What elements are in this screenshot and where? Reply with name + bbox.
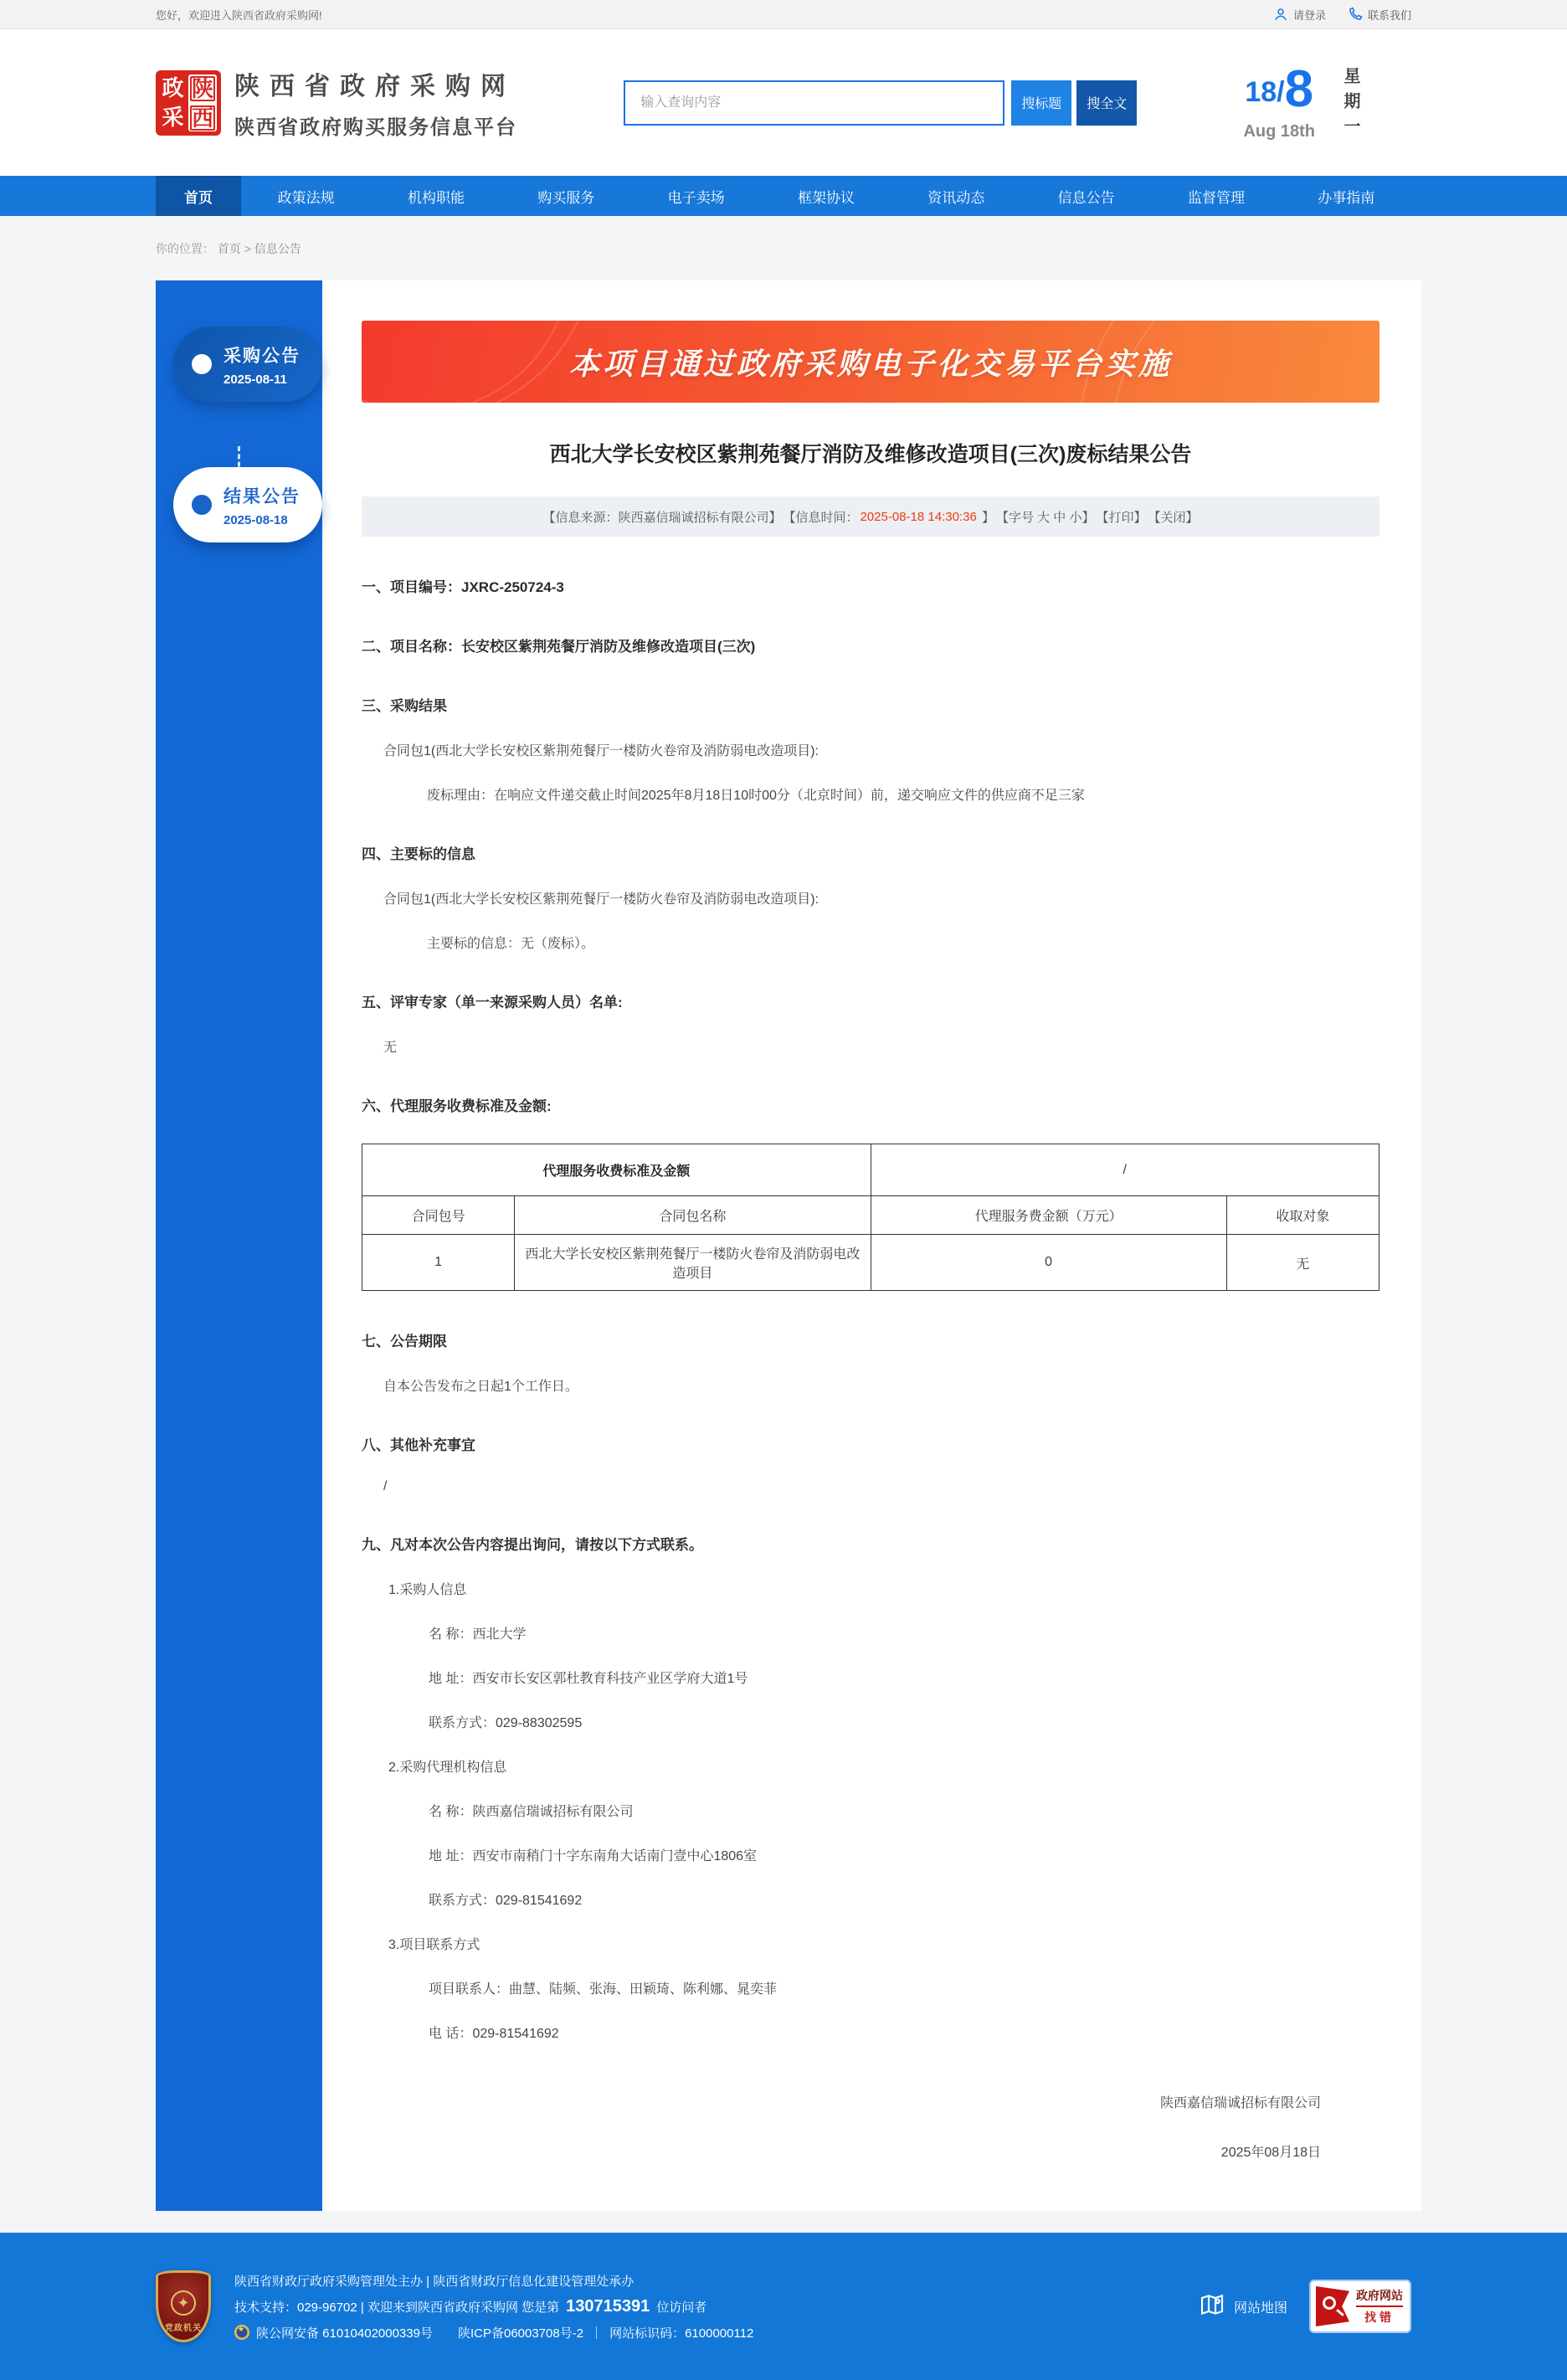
search-bar: [624, 80, 1137, 126]
party-government-shield-icon: [156, 2270, 211, 2342]
site-identification-code: 网站标识码：6100000112: [609, 2326, 754, 2341]
footer-support-text: 技术支持：029-96702 | 欢迎来到陕西省政府采购网 您是第: [234, 2300, 560, 2315]
timeline-item-result-notice[interactable]: [173, 467, 322, 542]
meta-time: 2025-08-18 14:30:36: [860, 509, 977, 524]
error-badge-subtitle: 找错: [1364, 2311, 1395, 2324]
nav-item-policies[interactable]: 政策法规: [277, 189, 335, 206]
shield-label: 党政机关: [165, 2324, 202, 2333]
error-report-flag-icon: [1316, 2286, 1349, 2326]
timeline-item-title: 采购公告: [223, 346, 301, 366]
date-widget: [1243, 59, 1411, 142]
site-footer: [0, 2233, 1567, 2380]
section-1-heading: 一、项目编号：JXRC-250724-3: [362, 579, 564, 595]
section-5-heading: 五、评审专家（单一来源采购人员）名单:: [362, 995, 623, 1010]
footer-visitor-suffix: 位访问者: [656, 2300, 707, 2315]
fee-table-cell: 1: [362, 1235, 515, 1291]
map-icon: [1199, 2291, 1225, 2322]
section-4-paragraph: 合同包1(西北大学长安校区紫荆苑餐厅一楼防火卷帘及消防弱电改造项目):: [383, 892, 819, 907]
project-contacts: 项目联系人：曲慧、陆频、张海、田颖琦、陈利娜、晁奕菲: [429, 1982, 778, 1997]
shield-emblem-icon: ✦: [171, 2290, 196, 2316]
purchaser-name: 名 称：西北大学: [429, 1627, 527, 1642]
logo-char: 陕: [191, 75, 213, 101]
beian-separator: ｜: [590, 2326, 604, 2341]
print-button[interactable]: 【打印】: [1096, 510, 1147, 525]
timeline-dot: [192, 495, 212, 515]
date-month: 8: [1284, 59, 1314, 118]
agency-fee-table: [362, 1144, 1379, 1291]
fee-table-col-header: 代理服务费金额（万元）: [871, 1196, 1226, 1235]
site-brand[interactable]: [156, 65, 517, 140]
signature-company: 陕西嘉信瑞诚招标有限公司: [1159, 2096, 1321, 2110]
section-4-paragraph: 主要标的信息：无（废标）。: [427, 937, 595, 951]
fee-table-merged-value: /: [871, 1144, 1379, 1196]
font-size-controls[interactable]: 【字号 大 中 小】: [995, 510, 1095, 525]
sitemap-link[interactable]: [1199, 2291, 1287, 2322]
welcome-text: 您好，欢迎进入陕西省政府采购网!: [156, 8, 322, 22]
fee-table-col-header: 合同包名称: [515, 1196, 871, 1235]
agency-phone: 联系方式：029-81541692: [429, 1894, 583, 1908]
nav-item-news[interactable]: 资讯动态: [927, 189, 985, 206]
section-3-paragraph: 废标理由：在响应文件递交截止时间2025年8月18日10时00分（北京时间）前，递交响应文件的供应商不足三家: [427, 789, 1085, 803]
banner-text: 本项目通过政府采购电子化交易平台实施: [568, 346, 1172, 381]
search-input[interactable]: [624, 80, 1004, 126]
logo-char: 西: [191, 105, 213, 131]
fee-table-cell: 西北大学长安校区紫荆苑餐厅一楼防火卷帘及消防弱电改造项目: [515, 1235, 871, 1291]
signature-block: [362, 2092, 1379, 2161]
footer-sponsor-text: 陕西省财政厅政府采购管理处主办 | 陕西省财政厅信息化建设管理处承办: [234, 2274, 635, 2289]
contact-label: 联系我们: [1367, 8, 1411, 22]
main-navigation: [0, 176, 1567, 216]
site-subtitle: 陕西省政府购买服务信息平台: [234, 116, 517, 139]
timeline-item-date: 2025-08-18: [223, 512, 288, 527]
project-contact-title: 3.项目联系方式: [388, 1938, 480, 1952]
timeline-item-procurement-notice[interactable]: [173, 326, 322, 402]
meta-time-close: 】: [978, 510, 994, 525]
purchaser-phone: 联系方式：029-88302595: [429, 1716, 583, 1730]
section-5-paragraph: 无: [383, 1041, 398, 1055]
meta-source: 【信息来源：陕西嘉信瑞诚招标有限公司】: [542, 510, 782, 525]
announcement-timeline-sidebar: [156, 280, 322, 2211]
agency-info-title: 2.采购代理机构信息: [388, 1761, 507, 1775]
agency-address: 地 址：西安市南稍门十字东南角大话南门壹中心1806室: [429, 1849, 758, 1863]
fee-table-row: [362, 1235, 1379, 1291]
fee-table-col-header: 合同包号: [362, 1196, 515, 1235]
nav-item-functions[interactable]: 机构职能: [407, 189, 465, 206]
search-title-button[interactable]: 搜标题: [1011, 80, 1071, 126]
fee-table-col-header: 收取对象: [1226, 1196, 1379, 1235]
logo-char: 政: [162, 75, 184, 100]
signature-date: 2025年08月18日: [1220, 2146, 1321, 2160]
article-title: 西北大学长安校区紫荆苑餐厅消防及维修改造项目(三次)废标结果公告: [549, 443, 1192, 466]
breadcrumb-separator: >: [244, 241, 251, 255]
site-title: 陕西省政府采购网: [234, 73, 516, 100]
top-utility-bar: [0, 0, 1567, 29]
article-meta-bar: [362, 496, 1379, 537]
nav-item-service-guide[interactable]: 办事指南: [1318, 189, 1375, 206]
section-6-heading: 六、代理服务收费标准及金额:: [362, 1098, 552, 1114]
article-content: [322, 280, 1421, 2211]
section-3-paragraph: 合同包1(西北大学长安校区紫荆苑餐厅一楼防火卷帘及消防弱电改造项目):: [383, 744, 819, 758]
user-icon: [1273, 7, 1288, 22]
gov-site-error-report-badge[interactable]: [1309, 2280, 1411, 2333]
footer-sponsor-line: [234, 2272, 1175, 2290]
section-2-heading: 二、项目名称：长安校区紫荆苑餐厅消防及维修改造项目(三次): [362, 639, 756, 655]
error-badge-title: 政府网站: [1356, 2287, 1403, 2307]
nav-item-purchase-services[interactable]: 购买服务: [537, 189, 595, 206]
nav-item-framework-agreement[interactable]: 框架协议: [797, 189, 855, 206]
breadcrumb-prefix: 你的位置：: [156, 241, 214, 255]
search-fulltext-button[interactable]: 搜全文: [1076, 80, 1137, 126]
timeline-item-title: 结果公告: [223, 486, 301, 506]
phone-icon: [1348, 7, 1363, 22]
section-7-paragraph: 自本公告发布之日起1个工作日。: [383, 1380, 578, 1394]
sitemap-label: 网站地图: [1233, 2300, 1287, 2316]
visitor-count: 130715391: [566, 2296, 650, 2316]
icp-beian-link[interactable]: 陕ICP备06003708号-2: [457, 2326, 584, 2341]
breadcrumb: [156, 240, 1411, 257]
date-english: Aug 18th: [1243, 121, 1315, 141]
section-8-heading: 八、其他补充事宜: [362, 1437, 475, 1453]
public-security-badge-icon: [234, 2325, 249, 2340]
project-phone: 电 话：029-81541692: [429, 2027, 559, 2041]
nav-item-announcements[interactable]: 信息公告: [1057, 189, 1115, 206]
fee-table-cell: 0: [871, 1235, 1226, 1291]
purchaser-address: 地 址：西安市长安区郭杜教育科技产业区学府大道1号: [429, 1672, 748, 1686]
timeline-item-date: 2025-08-11: [223, 372, 287, 387]
section-4-heading: 四、主要标的信息: [362, 846, 475, 862]
nav-item-home[interactable]: 首页: [156, 176, 241, 216]
date-day: 18/: [1245, 75, 1285, 108]
breadcrumb-current-link[interactable]: 信息公告: [254, 241, 301, 255]
nav-item-e-mall[interactable]: 电子卖场: [667, 189, 725, 206]
login-link[interactable]: [1273, 7, 1326, 23]
site-logo: [156, 70, 221, 136]
main-area: [156, 280, 1411, 2211]
section-9-heading: 九、凡对本次公告内容提出询问，请按以下方式联系。: [362, 1537, 703, 1553]
timeline-dot: [192, 354, 212, 374]
meta-time-open: 【信息时间：: [783, 510, 859, 525]
nav-item-supervision[interactable]: 监督管理: [1187, 189, 1245, 206]
section-3-heading: 三、采购结果: [362, 698, 447, 714]
e-platform-banner: [362, 321, 1379, 403]
purchaser-info-title: 1.采购人信息: [388, 1583, 467, 1597]
fee-table-merged-header: 代理服务收费标准及金额: [362, 1144, 871, 1196]
site-header: [0, 29, 1567, 176]
gongan-beian-link[interactable]: 陕公网安备 61010402000339号: [256, 2326, 433, 2341]
login-label: 请登录: [1292, 8, 1326, 22]
section-8-paragraph: /: [383, 1479, 388, 1493]
close-button[interactable]: 【关闭】: [1148, 510, 1199, 525]
footer-beian-line: [234, 2324, 1175, 2341]
agency-name: 名 称：陕西嘉信瑞诚招标有限公司: [429, 1805, 634, 1819]
contact-us-link[interactable]: [1348, 7, 1411, 23]
date-weekday: 星期一: [1341, 66, 1359, 142]
breadcrumb-home-link[interactable]: 首页: [217, 241, 241, 255]
section-7-heading: 七、公告期限: [362, 1334, 447, 1349]
logo-char: 采: [162, 105, 184, 131]
footer-support-line: [234, 2297, 1175, 2316]
fee-table-cell: 无: [1226, 1235, 1379, 1291]
